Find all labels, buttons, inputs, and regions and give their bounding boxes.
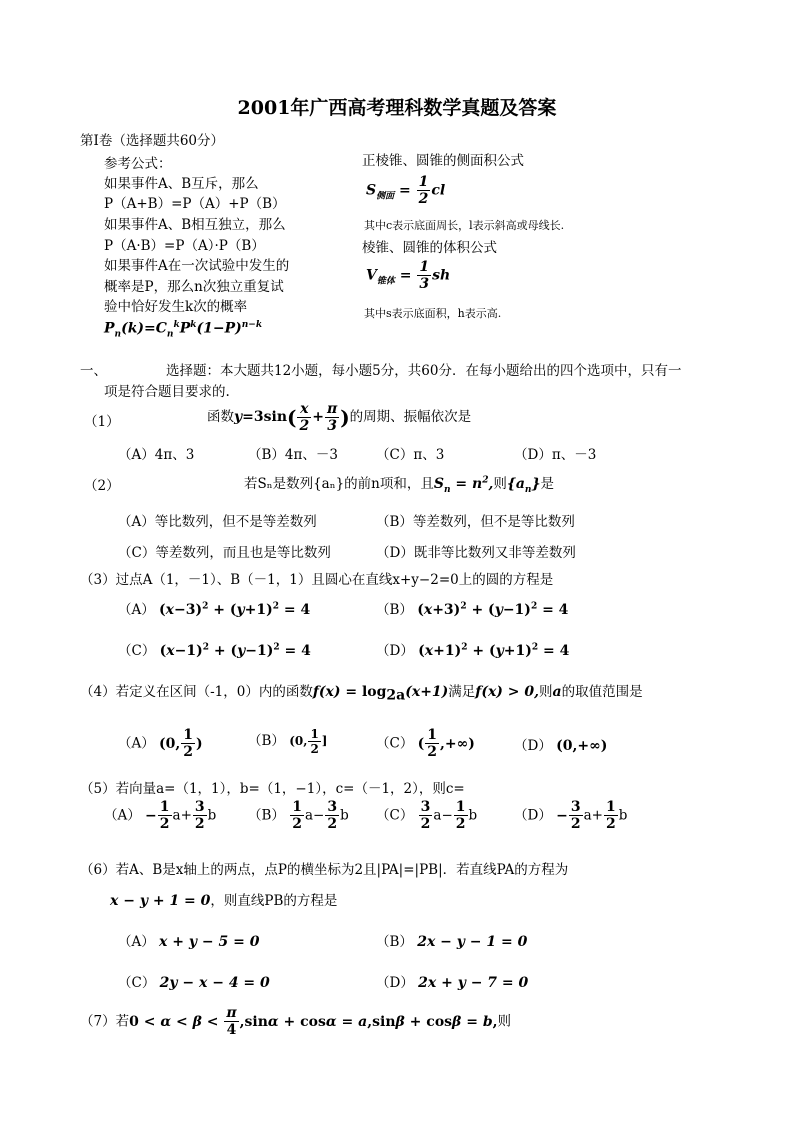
option-b: （B）等差数列，但不是等比数列 bbox=[376, 514, 575, 530]
formula-note: 其中s表示底面积，h表示高. bbox=[364, 307, 502, 320]
option-d: （D） 2x + y − 7 = 0 bbox=[376, 975, 529, 991]
formula-line: P（A+B）=P（A）+P（B） bbox=[104, 196, 286, 212]
volume-formula: $V_{锥体}$ = $\frac{1}{3}$ sh bbox=[366, 259, 451, 292]
section-number: 一、 bbox=[80, 363, 107, 379]
option-c: （C） 2y − x − 4 = 0 bbox=[118, 975, 270, 991]
binomial-formula: $P_n(k)=C_n^kP^k(1-P)^{n-k}$ bbox=[104, 320, 263, 340]
option-d: （D） $(x+1)^2 + (y+1)^2 = 4$ bbox=[376, 642, 570, 659]
question-stem: （3）过点A（1，－1）、B（－1，1）且圆心在直线x+y−2=0上的圆的方程是 bbox=[80, 572, 554, 588]
formula-line: 验中恰好发生k次的概率 bbox=[104, 299, 248, 315]
option-a: （A）等比数列，但不是等差数列 bbox=[118, 514, 317, 530]
option-c: （C）等差数列，而且也是等比数列 bbox=[118, 545, 331, 561]
part-heading: 第Ⅰ卷（选择题共60分） bbox=[80, 133, 225, 149]
option-a: （A） $(x-3)^2 + (y+1)^2 = 4$ bbox=[118, 601, 311, 618]
option-a: （A） (0, $\frac{1}{2}$ ) bbox=[118, 727, 203, 760]
formula-right-heading: 正棱锥、圆锥的侧面积公式 bbox=[362, 153, 524, 169]
formula-line: P（A·B）=P（A）·P（B） bbox=[104, 238, 265, 254]
question-stem: （7）若0 < α < β < $\frac{\pi}{4}$ ,sinα + cosα = a,sinβ + cosβ = b,则 bbox=[80, 1005, 511, 1038]
question-number: （1） bbox=[84, 414, 120, 430]
formula-line: 如果事件A、B互斥，那么 bbox=[104, 176, 259, 192]
option-c: （C）π、3 bbox=[376, 447, 445, 463]
question-stem: 若Sₙ是数列{aₙ}的前n项和，且$S_n = n^2$,则$\{a_n\}$是 bbox=[244, 475, 554, 495]
option-b: （B） $\frac{1}{2}$ a− $\frac{3}{2}$ b bbox=[248, 799, 349, 832]
page-title: 2001年广西高考理科数学真题及答案 bbox=[237, 97, 557, 119]
option-a: （A）4π、3 bbox=[118, 447, 195, 463]
formula-line: 如果事件A、B相互独立，那么 bbox=[104, 217, 286, 233]
option-d: （D） − $\frac{3}{2}$ a+ $\frac{1}{2}$ b bbox=[514, 799, 628, 832]
formula-right-heading: 棱锥、圆锥的体积公式 bbox=[362, 240, 497, 256]
question-stem: （5）若向量a=（1，1），b=（1，−1），c=（－1，2），则c= bbox=[80, 781, 465, 797]
option-d: （D）既非等比数列又非等差数列 bbox=[376, 545, 576, 561]
question-stem: （4）若定义在区间（-1，0）内的函数$f(x) = \log_{2a}(x+1)$满足f(x) > 0,则a的取值范围是 bbox=[80, 684, 643, 704]
option-d: （D） (0,+∞) bbox=[514, 738, 608, 754]
option-d: （D）π、－3 bbox=[514, 447, 597, 463]
question-number: （2） bbox=[84, 478, 120, 494]
formula-note: 其中c表示底面周长，l表示斜高或母线长. bbox=[364, 219, 565, 232]
option-c: （C） $\frac{3}{2}$ a− $\frac{1}{2}$ b bbox=[376, 799, 478, 832]
option-b: （B）4π、－3 bbox=[248, 447, 338, 463]
option-c: （C） $(x-1)^2 + (y-1)^2 = 4$ bbox=[118, 642, 311, 659]
option-a: （A） − $\frac{1}{2}$ a+ $\frac{3}{2}$ b bbox=[104, 799, 217, 832]
option-b: （B） 2x − y − 1 = 0 bbox=[376, 934, 528, 950]
section-instructions: 选择题：本大题共12小题，每小题5分，共60分．在每小题给出的四个选项中，只有一 bbox=[166, 363, 682, 379]
formula-line: 概率是P，那么n次独立重复试 bbox=[104, 279, 284, 295]
option-b: （B） (0, $\frac{1}{2}$ ] bbox=[248, 727, 328, 756]
question-stem: （6）若A、B是x轴上的两点，点P的横坐标为2且|PA|=|PB|．若直线PA的方程为 bbox=[80, 862, 569, 878]
formula-line: 如果事件A在一次试验中发生的 bbox=[104, 258, 290, 274]
option-c: （C） ( $\frac{1}{2}$ ,+∞) bbox=[376, 727, 475, 760]
lateral-area-formula: $S_{侧面}$ = $\frac{1}{2}$ cl bbox=[366, 174, 446, 207]
section-instructions: 项是符合题目要求的. bbox=[104, 384, 230, 400]
question-stem: x − y + 1 = 0，则直线PB的方程是 bbox=[110, 893, 338, 909]
option-a: （A） x + y − 5 = 0 bbox=[118, 934, 260, 950]
formula-heading: 参考公式： bbox=[104, 156, 172, 172]
question-stem: 函数y=3sin( $\frac{x}{2}$ + $\frac{\pi}{3}$ )的周期、振幅依次是 bbox=[207, 401, 472, 434]
option-b: （B） $(x+3)^2 + (y-1)^2 = 4$ bbox=[376, 601, 569, 618]
